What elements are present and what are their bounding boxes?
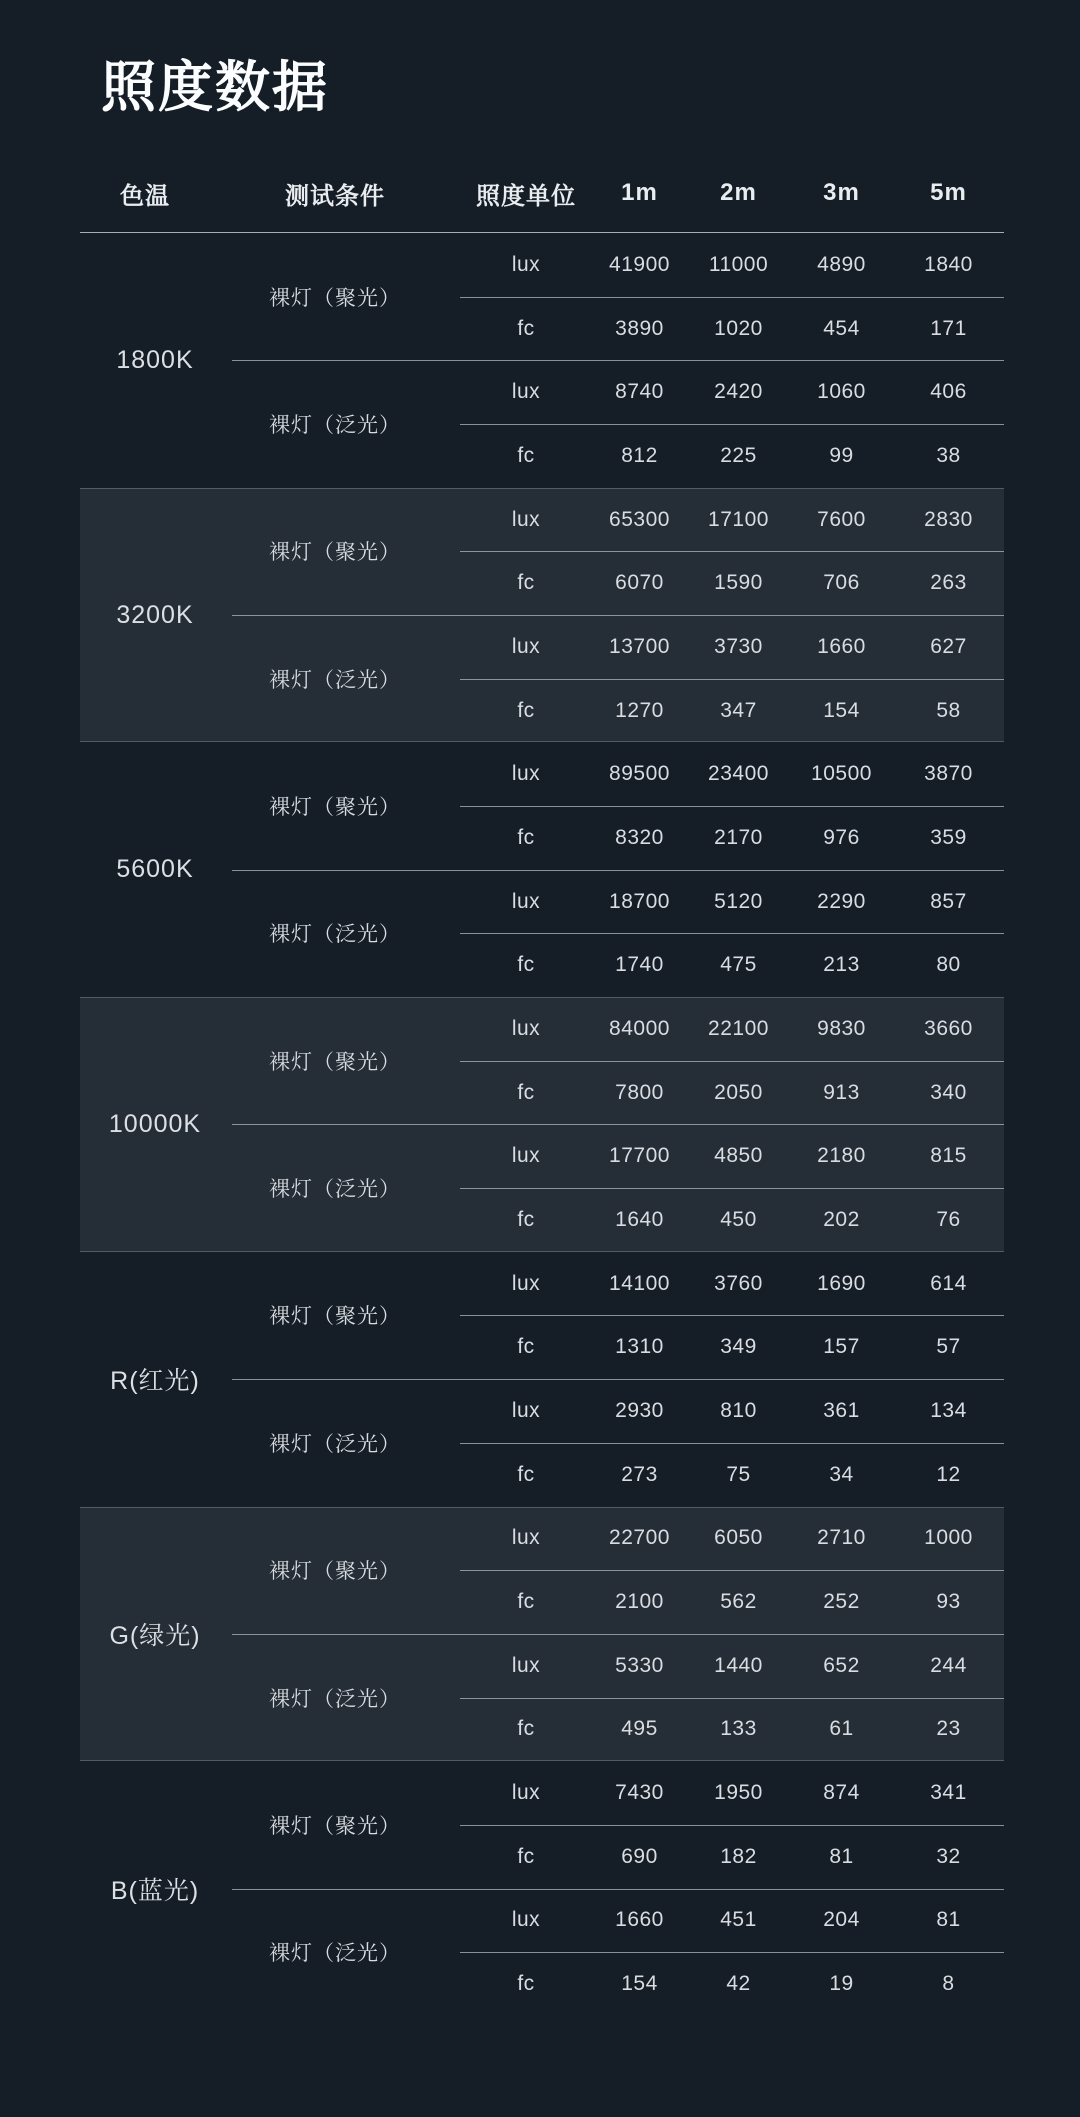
divider bbox=[460, 679, 1004, 680]
value-cell: 5330 bbox=[615, 1653, 664, 1677]
header-cell-unit: 照度单位 bbox=[476, 182, 576, 210]
unit-cell: lux bbox=[511, 1526, 541, 1550]
unit-cell: lux bbox=[511, 1781, 541, 1805]
value-cell: 1440 bbox=[714, 1653, 763, 1677]
value-cell: 81 bbox=[829, 1844, 854, 1868]
unit-cell: fc bbox=[517, 698, 535, 722]
value-cell: 6050 bbox=[714, 1526, 763, 1550]
value-cell: 454 bbox=[823, 316, 860, 340]
value-cell: 75 bbox=[726, 1462, 751, 1486]
value-cell: 2290 bbox=[817, 889, 866, 913]
condition-label-spot: 裸灯（聚光） bbox=[269, 286, 401, 310]
value-cell: 652 bbox=[823, 1653, 860, 1677]
value-cell: 273 bbox=[621, 1462, 658, 1486]
unit-cell: fc bbox=[517, 1335, 535, 1359]
unit-cell: lux bbox=[511, 1908, 541, 1932]
value-cell: 1590 bbox=[714, 571, 763, 595]
header-cell-2m: 2m bbox=[720, 179, 757, 206]
unit-cell: lux bbox=[511, 1016, 541, 1040]
unit-cell: lux bbox=[511, 507, 541, 531]
color-temp-label: 5600K bbox=[116, 855, 194, 884]
color-temp-label: G(绿光) bbox=[109, 1621, 201, 1650]
value-cell: 213 bbox=[823, 953, 860, 977]
condition-label-flood: 裸灯（泛光） bbox=[269, 1178, 401, 1202]
value-cell: 171 bbox=[930, 316, 967, 340]
color-temp-label: 10000K bbox=[108, 1109, 202, 1138]
value-cell: 4890 bbox=[817, 252, 866, 276]
unit-cell: lux bbox=[511, 1398, 541, 1422]
value-cell: 204 bbox=[823, 1908, 860, 1932]
unit-cell: lux bbox=[511, 762, 541, 786]
unit-cell: fc bbox=[517, 1717, 535, 1741]
divider bbox=[460, 1952, 1004, 1953]
value-cell: 3890 bbox=[615, 316, 664, 340]
temp-group bbox=[80, 488, 1004, 743]
value-cell: 3870 bbox=[924, 762, 973, 786]
color-temp-label: 3200K bbox=[116, 600, 194, 629]
unit-cell: fc bbox=[517, 443, 535, 467]
value-cell: 1000 bbox=[924, 1526, 973, 1550]
value-cell: 495 bbox=[621, 1717, 658, 1741]
temp-group bbox=[80, 1252, 1004, 1507]
value-cell: 76 bbox=[936, 1207, 961, 1231]
unit-cell: fc bbox=[517, 1590, 535, 1614]
divider bbox=[232, 1889, 1004, 1890]
unit-cell: lux bbox=[511, 380, 541, 404]
header-cell-color-temp: 色温 bbox=[120, 182, 170, 210]
value-cell: 3660 bbox=[924, 1016, 973, 1040]
value-cell: 1950 bbox=[714, 1781, 763, 1805]
value-cell: 12 bbox=[936, 1462, 961, 1486]
value-cell: 857 bbox=[930, 889, 967, 913]
header-cell-5m: 5m bbox=[930, 179, 967, 206]
condition-label-spot: 裸灯（聚光） bbox=[269, 1050, 401, 1074]
value-cell: 976 bbox=[823, 825, 860, 849]
value-cell: 815 bbox=[930, 1144, 967, 1168]
value-cell: 1020 bbox=[714, 316, 763, 340]
value-cell: 812 bbox=[621, 443, 658, 467]
temp-group bbox=[80, 1761, 1004, 2016]
value-cell: 359 bbox=[930, 825, 967, 849]
value-cell: 157 bbox=[823, 1335, 860, 1359]
value-cell: 84000 bbox=[609, 1016, 670, 1040]
temp-group bbox=[80, 997, 1004, 1252]
temp-group bbox=[80, 1507, 1004, 1762]
value-cell: 14100 bbox=[609, 1271, 670, 1295]
value-cell: 1310 bbox=[615, 1335, 664, 1359]
divider bbox=[460, 551, 1004, 552]
value-cell: 225 bbox=[720, 443, 757, 467]
unit-cell: lux bbox=[511, 889, 541, 913]
value-cell: 23400 bbox=[708, 762, 769, 786]
value-cell: 38 bbox=[936, 443, 961, 467]
temp-group bbox=[80, 233, 1004, 488]
value-cell: 3730 bbox=[714, 634, 763, 658]
value-cell: 450 bbox=[720, 1207, 757, 1231]
unit-cell: fc bbox=[517, 1972, 535, 1996]
divider bbox=[460, 933, 1004, 934]
value-cell: 134 bbox=[930, 1398, 967, 1422]
value-cell: 627 bbox=[930, 634, 967, 658]
value-cell: 99 bbox=[829, 443, 854, 467]
condition-label-flood: 裸灯（泛光） bbox=[269, 668, 401, 692]
value-cell: 10500 bbox=[811, 762, 872, 786]
value-cell: 154 bbox=[823, 698, 860, 722]
value-cell: 244 bbox=[930, 1653, 967, 1677]
value-cell: 61 bbox=[829, 1717, 854, 1741]
value-cell: 34 bbox=[829, 1462, 854, 1486]
value-cell: 8740 bbox=[615, 380, 664, 404]
divider bbox=[232, 1634, 1004, 1635]
value-cell: 17100 bbox=[708, 507, 769, 531]
value-cell: 1660 bbox=[615, 1908, 664, 1932]
value-cell: 6070 bbox=[615, 571, 664, 595]
condition-label-spot: 裸灯（聚光） bbox=[269, 541, 401, 565]
unit-cell: lux bbox=[511, 1271, 541, 1295]
value-cell: 1660 bbox=[817, 634, 866, 658]
value-cell: 1690 bbox=[817, 1271, 866, 1295]
condition-label-spot: 裸灯（聚光） bbox=[269, 796, 401, 820]
value-cell: 7600 bbox=[817, 507, 866, 531]
value-cell: 913 bbox=[823, 1080, 860, 1104]
divider bbox=[460, 1443, 1004, 1444]
value-cell: 154 bbox=[621, 1972, 658, 1996]
value-cell: 13700 bbox=[609, 634, 670, 658]
unit-cell: fc bbox=[517, 1207, 535, 1231]
value-cell: 58 bbox=[936, 698, 961, 722]
value-cell: 2180 bbox=[817, 1144, 866, 1168]
value-cell: 2710 bbox=[817, 1526, 866, 1550]
value-cell: 2170 bbox=[714, 825, 763, 849]
condition-label-flood: 裸灯（泛光） bbox=[269, 923, 401, 947]
value-cell: 1840 bbox=[924, 252, 973, 276]
divider bbox=[232, 1124, 1004, 1125]
divider bbox=[460, 424, 1004, 425]
unit-cell: lux bbox=[511, 1653, 541, 1677]
divider bbox=[460, 1570, 1004, 1571]
unit-cell: fc bbox=[517, 1844, 535, 1868]
condition-label-flood: 裸灯（泛光） bbox=[269, 1687, 401, 1711]
value-cell: 874 bbox=[823, 1781, 860, 1805]
temp-group bbox=[80, 742, 1004, 997]
value-cell: 5120 bbox=[714, 889, 763, 913]
page-title: 照度数据 bbox=[101, 56, 330, 118]
value-cell: 1270 bbox=[615, 698, 664, 722]
header-cell-1m: 1m bbox=[621, 179, 658, 206]
value-cell: 57 bbox=[936, 1335, 961, 1359]
value-cell: 65300 bbox=[609, 507, 670, 531]
value-cell: 1640 bbox=[615, 1207, 664, 1231]
value-cell: 11000 bbox=[708, 252, 769, 276]
value-cell: 17700 bbox=[609, 1144, 670, 1168]
value-cell: 9830 bbox=[817, 1016, 866, 1040]
divider bbox=[232, 1379, 1004, 1380]
unit-cell: fc bbox=[517, 316, 535, 340]
color-temp-label: B(蓝光) bbox=[110, 1876, 200, 1905]
value-cell: 406 bbox=[930, 380, 967, 404]
value-cell: 263 bbox=[930, 571, 967, 595]
value-cell: 80 bbox=[936, 953, 961, 977]
value-cell: 347 bbox=[720, 698, 757, 722]
value-cell: 810 bbox=[720, 1398, 757, 1422]
value-cell: 2930 bbox=[615, 1398, 664, 1422]
divider bbox=[460, 1825, 1004, 1826]
divider bbox=[460, 1061, 1004, 1062]
value-cell: 89500 bbox=[609, 762, 670, 786]
value-cell: 202 bbox=[823, 1207, 860, 1231]
value-cell: 2050 bbox=[714, 1080, 763, 1104]
value-cell: 41900 bbox=[609, 252, 670, 276]
unit-cell: fc bbox=[517, 571, 535, 595]
divider bbox=[232, 615, 1004, 616]
unit-cell: lux bbox=[511, 252, 541, 276]
value-cell: 361 bbox=[823, 1398, 860, 1422]
divider bbox=[460, 806, 1004, 807]
value-cell: 252 bbox=[823, 1590, 860, 1614]
value-cell: 2830 bbox=[924, 507, 973, 531]
value-cell: 614 bbox=[930, 1271, 967, 1295]
divider bbox=[460, 1188, 1004, 1189]
color-temp-label: 1800K bbox=[116, 345, 194, 374]
value-cell: 1740 bbox=[615, 953, 664, 977]
divider bbox=[460, 297, 1004, 298]
value-cell: 42 bbox=[726, 1972, 751, 1996]
unit-cell: fc bbox=[517, 825, 535, 849]
value-cell: 451 bbox=[720, 1908, 757, 1932]
value-cell: 340 bbox=[930, 1080, 967, 1104]
condition-label-spot: 裸灯（聚光） bbox=[269, 1305, 401, 1329]
value-cell: 2100 bbox=[615, 1590, 664, 1614]
condition-label-flood: 裸灯（泛光） bbox=[269, 414, 401, 438]
header-cell-condition: 测试条件 bbox=[285, 182, 385, 210]
divider bbox=[232, 360, 1004, 361]
condition-label-spot: 裸灯（聚光） bbox=[269, 1814, 401, 1838]
value-cell: 2420 bbox=[714, 380, 763, 404]
value-cell: 349 bbox=[720, 1335, 757, 1359]
value-cell: 1060 bbox=[817, 380, 866, 404]
table-header bbox=[80, 168, 1004, 218]
divider bbox=[460, 1315, 1004, 1316]
header-cell-3m: 3m bbox=[823, 179, 860, 206]
value-cell: 7430 bbox=[615, 1781, 664, 1805]
value-cell: 182 bbox=[720, 1844, 757, 1868]
value-cell: 341 bbox=[930, 1781, 967, 1805]
condition-label-flood: 裸灯（泛光） bbox=[269, 1432, 401, 1456]
value-cell: 562 bbox=[720, 1590, 757, 1614]
condition-label-flood: 裸灯（泛光） bbox=[269, 1942, 401, 1966]
value-cell: 475 bbox=[720, 953, 757, 977]
table-body bbox=[80, 232, 1004, 2016]
color-temp-label: R(红光) bbox=[110, 1367, 200, 1396]
value-cell: 93 bbox=[936, 1590, 961, 1614]
value-cell: 8 bbox=[942, 1972, 955, 1996]
value-cell: 7800 bbox=[615, 1080, 664, 1104]
unit-cell: fc bbox=[517, 953, 535, 977]
value-cell: 19 bbox=[829, 1972, 854, 1996]
value-cell: 8320 bbox=[615, 825, 664, 849]
value-cell: 22700 bbox=[609, 1526, 670, 1550]
value-cell: 18700 bbox=[609, 889, 670, 913]
value-cell: 706 bbox=[823, 571, 860, 595]
unit-cell: fc bbox=[517, 1462, 535, 1486]
value-cell: 81 bbox=[936, 1908, 961, 1932]
divider bbox=[460, 1698, 1004, 1699]
unit-cell: lux bbox=[511, 634, 541, 658]
value-cell: 3760 bbox=[714, 1271, 763, 1295]
value-cell: 22100 bbox=[708, 1016, 769, 1040]
unit-cell: fc bbox=[517, 1080, 535, 1104]
value-cell: 133 bbox=[720, 1717, 757, 1741]
value-cell: 23 bbox=[936, 1717, 961, 1741]
value-cell: 690 bbox=[621, 1844, 658, 1868]
value-cell: 4850 bbox=[714, 1144, 763, 1168]
unit-cell: lux bbox=[511, 1144, 541, 1168]
condition-label-spot: 裸灯（聚光） bbox=[269, 1560, 401, 1584]
divider bbox=[232, 870, 1004, 871]
value-cell: 32 bbox=[936, 1844, 961, 1868]
